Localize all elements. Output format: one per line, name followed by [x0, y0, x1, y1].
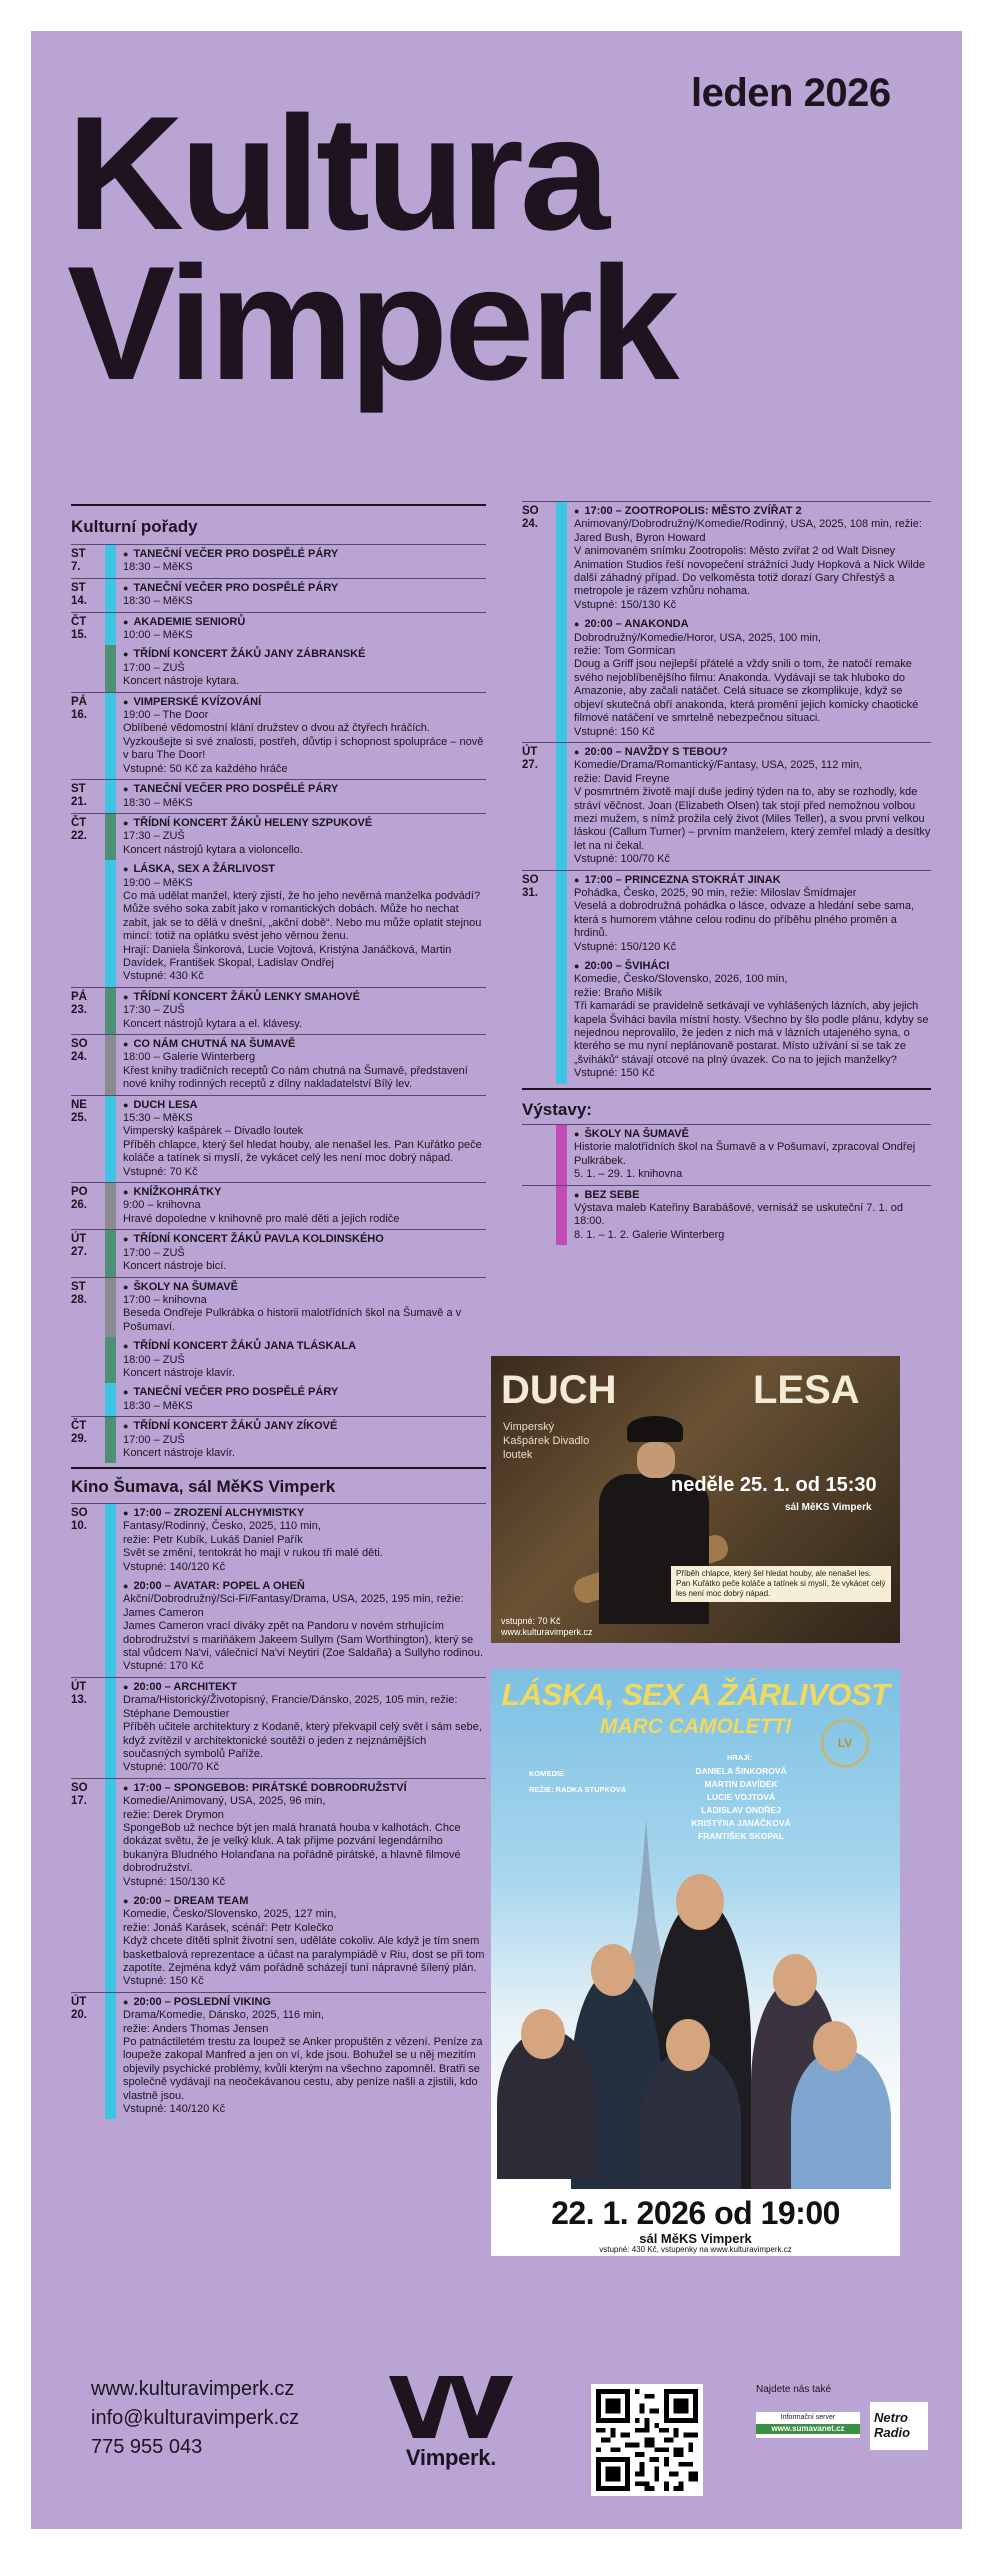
event-date — [71, 860, 105, 987]
event-title: ● DUCH LESA — [123, 1099, 486, 1112]
category-bar — [105, 1035, 116, 1095]
event-detail: Vstupné: 150/130 Kč — [574, 598, 677, 611]
event-body — [116, 1892, 486, 1992]
divider — [71, 504, 486, 506]
event-date: ST 7. — [71, 548, 86, 573]
poster-price: vstupné: 70 Kč — [501, 1616, 561, 1626]
email-link[interactable]: info@kulturavimperk.cz — [91, 2407, 300, 2429]
event-date — [71, 645, 105, 691]
category-bar — [556, 871, 567, 957]
event-detail: Doug a Griff jsou nejlepší přátelé a vždy snili o tom, že natočí remake svého nejoblíbenějšího filmu: Anakonda. Vydávají se tak hluboko do Amazonie, aby začali natáčet. Celá situace se zkomplikuje, když se objeví skutečná obří anakonda, která promění jejich komicky chaotické filmové natáčení ve smrtelně nebezpečnou situaci. — [574, 658, 919, 725]
event-item — [71, 1229, 486, 1276]
event-body — [116, 1993, 486, 2120]
event-detail: režie: Derek Drymon — [123, 1808, 224, 1821]
category-bar — [556, 615, 567, 742]
event-title: ● CO NÁM CHUTNÁ NA ŠUMAVĚ — [123, 1038, 486, 1051]
event-title: ● 20:00 – ANAKONDA — [574, 618, 931, 631]
event-detail: režie: Tom Gormican — [574, 645, 676, 658]
event-body — [567, 1186, 931, 1246]
category-bar — [105, 579, 116, 612]
category-bar — [105, 1678, 116, 1778]
category-bar — [105, 1278, 116, 1338]
event-date: SO 24. — [71, 1038, 88, 1063]
title-line-2: Vimperk — [67, 233, 676, 414]
event-body — [116, 1504, 486, 1577]
event-detail: 10:00 – MěKS — [123, 629, 193, 642]
event-date: SO 31. — [522, 873, 539, 899]
event-detail: Komedie, Česko/Slovensko, 2025, 127 min, — [123, 1908, 337, 1921]
category-bar — [556, 502, 567, 615]
event-detail: 17:00 – ZUŠ — [123, 1246, 185, 1259]
culture-section-title: Kulturní pořady — [71, 517, 198, 536]
poster-genre: KOMEDIE — [529, 1769, 565, 1778]
category-bar — [105, 1230, 116, 1276]
event-detail: Vstupné: 150 Kč — [574, 725, 655, 738]
event-detail: Vstupné: 430 Kč — [123, 970, 204, 983]
event-title: ● TŘÍDNÍ KONCERT ŽÁKŮ PAVLA KOLDINSKÉHO — [123, 1233, 486, 1246]
category-bar — [105, 1577, 116, 1677]
actor-face — [773, 1954, 817, 2006]
event-detail: Vstupné: 170 Kč — [123, 1660, 204, 1673]
netro-radio-logo[interactable]: Netro Radio — [870, 2402, 928, 2450]
event-title: ● TŘÍDNÍ KONCERT ŽÁKŮ JANY ZÍKOVÉ — [123, 1420, 486, 1433]
event-detail: režie: David Freyne — [574, 772, 670, 785]
event-item — [71, 860, 486, 987]
event-detail: Vstupné: 100/70 Kč — [574, 853, 671, 866]
event-date — [71, 1577, 105, 1677]
event-detail: Hravé dopoledne v knihovně pro malé děti a jejich rodiče — [123, 1212, 400, 1225]
event-detail: Vstupné: 70 Kč — [123, 1165, 198, 1178]
actor-face — [813, 2021, 857, 2071]
event-detail: Vstupné: 150 Kč — [123, 1975, 204, 1988]
event-detail: Vstupné: 100/70 Kč — [123, 1761, 220, 1774]
event-body — [116, 579, 486, 612]
category-bar — [556, 1125, 567, 1185]
actor-face — [521, 2009, 565, 2059]
event-item — [71, 1416, 486, 1463]
event-title: ● 20:00 – AVATAR: POPEL A OHEŇ — [123, 1580, 486, 1593]
event-date — [522, 957, 556, 1084]
event-item — [71, 1577, 486, 1677]
event-item — [522, 870, 931, 957]
category-bar — [105, 1096, 116, 1182]
partners-block — [750, 2384, 930, 2440]
event-body — [116, 613, 486, 646]
event-item — [71, 813, 486, 860]
event-body — [116, 1417, 486, 1463]
event-date: ST 28. — [71, 1280, 87, 1306]
category-bar — [105, 645, 116, 691]
event-date: NE 25. — [71, 1098, 87, 1124]
category-bar — [105, 860, 116, 987]
category-bar — [105, 1383, 116, 1416]
event-detail: Vstupné: 140/120 Kč — [123, 1560, 226, 1573]
event-detail: Koncert nástroje kytara. — [123, 675, 240, 688]
event-detail: Vstupné: 140/120 Kč — [123, 2103, 226, 2116]
event-date: ČT 22. — [71, 816, 87, 842]
contact-block — [91, 2375, 299, 2462]
puppeteer-face — [637, 1442, 675, 1478]
event-date — [522, 1186, 556, 1246]
event-body — [116, 1096, 486, 1182]
event-detail: Hrají: Daniela Šinkorová, Lucie Vojtová, Kristýna Janáčková, Martin Davídek, František Skopal, Ladislav Ondřej — [123, 943, 452, 969]
title-line-1: Kultura — [67, 83, 606, 264]
event-body — [116, 1337, 486, 1383]
event-body — [116, 814, 486, 860]
event-date — [522, 1125, 556, 1185]
event-item — [522, 957, 931, 1084]
event-date — [71, 1383, 105, 1416]
event-detail: Vstupné: 150 Kč — [574, 1067, 655, 1080]
event-title: ● TŘÍDNÍ KONCERT ŽÁKŮ HELENY SZPUKOVÉ — [123, 817, 486, 830]
event-item — [522, 742, 931, 870]
category-bar — [105, 613, 116, 646]
event-date: ÚT 20. — [71, 1995, 87, 2021]
qr-code-icon[interactable] — [591, 2384, 703, 2496]
category-bar — [105, 1504, 116, 1577]
poster-cast-label: HRAJÍ: — [727, 1753, 753, 1762]
event-detail: Komedie/Drama/Romantický/Fantasy, USA, 2025, 112 min, — [574, 759, 863, 772]
poster-date: 22. 1. 2026 od 19:00 — [551, 2195, 840, 2231]
event-date: PÁ 23. — [71, 990, 87, 1016]
event-detail: režie: Jonáš Karásek, scénář: Petr Kolečko — [123, 1921, 334, 1934]
event-detail: 18:30 – MěKS — [123, 1399, 193, 1412]
event-item — [71, 645, 486, 691]
event-detail: Vstupné: 50 Kč za každého hráče — [123, 762, 288, 775]
event-detail: Oblíbené vědomostní klání družstev o dvou až čtyřech hráčích. Vyzkoušejte si své znalosti, postřeh, důvtip i schopnost spolupráce – nově v baru The Door! — [123, 722, 484, 762]
event-detail: Historie malotřídních škol na Šumavě a v Pošumaví, zpracoval Ondřej Pulkrábek. — [574, 1141, 916, 1167]
event-title: ● TŘÍDNÍ KONCERT ŽÁKŮ LENKY SMAHOVÉ — [123, 991, 486, 1004]
event-date — [522, 615, 556, 742]
poster-director: REŽIE: RADKA STUPKOVÁ — [529, 1785, 627, 1794]
event-body — [116, 545, 486, 578]
event-detail: 18:30 – MěKS — [123, 796, 193, 809]
event-detail: 17:00 – knihovna — [123, 1293, 207, 1306]
event-title: ● 20:00 – DREAM TEAM — [123, 1895, 486, 1908]
event-detail: Když chcete dítěti splnit životní sen, uděláte cokoliv. Ale když je tím snem basketbalová reprezentace a účast na paralympiádě v Riu, dost se při tom zapotíte. Zejména když vám pořádně scházejí tuní nápravné šílený plán. — [123, 1935, 485, 1974]
event-date — [71, 1892, 105, 1992]
event-title: ● KNÍŽKOHRÁTKY — [123, 1186, 486, 1199]
event-title: ● LÁSKA, SEX A ŽÁRLIVOST — [123, 863, 486, 876]
event-body — [116, 693, 486, 779]
event-detail: SpongeBob už nechce být jen malá hranatá houba v kalhotách. Chce dokázat světu, že je velký kluk. A tak přijme pozvání legendárního bukanýra Bludného Holanďana na pořádně pirátské, a hlavně filmové dobrodružství. — [123, 1821, 461, 1875]
event-detail: James Cameron vrací diváky zpět na Pandoru v novém strhujícím dobrodružství s mariňákem Jakeem Sullym (Sam Worthington), který se stal vůdcem Na'vi, válečnicí Na'vi Neytiri (Zoe Saldaña) a Sullyho rodinou. — [123, 1620, 484, 1660]
event-detail: Drama/Historický/Životopisný, Francie/Dánsko, 2025, 105 min, režie: Stéphane Demoustier — [123, 1694, 458, 1720]
event-body — [116, 1577, 486, 1677]
event-detail: 18:30 – MěKS — [123, 595, 193, 608]
event-detail: Koncert nástroje klavír. — [123, 1446, 235, 1459]
event-item — [71, 1383, 486, 1416]
event-detail: Svět se změní, tentokrát ho mají v rukou tři malé děti. — [123, 1547, 383, 1560]
event-detail: režie: Petr Kubík, Lukáš Daniel Pařík — [123, 1533, 303, 1546]
event-body — [567, 743, 931, 870]
event-title: ● ŠKOLY NA ŠUMAVĚ — [574, 1128, 931, 1141]
category-bar — [105, 1779, 116, 1892]
event-item — [71, 1503, 486, 1577]
event-title: ● TŘÍDNÍ KONCERT ŽÁKŮ JANY ZÁBRANSKÉ — [123, 648, 486, 661]
event-detail: Příběh učitele architektury z Kodaně, který překvapil celý svět i sám sebe, když zvítězil v architektonické soutěži o jeden z nejznámějších současných symbolů Paříže. — [123, 1721, 482, 1760]
category-bar — [105, 1892, 116, 1992]
event-title: ● TANEČNÍ VEČER PRO DOSPĚLÉ PÁRY — [123, 548, 486, 561]
event-detail: Vstupné: 150/120 Kč — [574, 940, 677, 953]
event-detail: Vstupné: 150/130 Kč — [123, 1875, 226, 1888]
event-body — [567, 1125, 931, 1185]
poster-web[interactable]: www.kulturavimperk.cz — [501, 1627, 593, 1637]
poster-title: LÁSKA, SEX A ŽÁRLIVOST — [501, 1677, 890, 1712]
event-date: ÚT 27. — [71, 1233, 87, 1259]
event-item — [71, 692, 486, 779]
event-date: PO 26. — [71, 1186, 88, 1212]
exhibitions-list — [522, 1124, 931, 1245]
event-detail: 5. 1. – 29. 1. knihovna — [574, 1168, 683, 1181]
event-detail: Po patnáctiletém trestu za loupež se Anker propuštěn z vězení. Peníze za loupeže zakopal Manfred a jen on ví, kde jsou. Bohužel se u něj mezitím objevily psychické problémy, kvůli kterým na všechno zapomněl. Bratři se společně vydávají na neočekávanou cestu, aby peníze našli a zjistili, kdo vlastně jsou. — [123, 2036, 483, 2102]
event-detail: 18:00 – Galerie Winterberg — [123, 1051, 256, 1064]
event-detail: 9:00 – knihovna — [123, 1199, 201, 1212]
poster-description: Příběh chlapce, který šel hledat houby, ale nenašel les. Pan Kuřátko peče koláče a tatínek si myslí, že vykácet celý les není moc dobrý nápad. — [671, 1566, 891, 1602]
event-detail: 8. 1. – 1. 2. Galerie Winterberg — [574, 1228, 725, 1241]
category-bar — [105, 988, 116, 1034]
category-bar — [105, 1993, 116, 2120]
event-item — [71, 987, 486, 1034]
category-bar — [105, 545, 116, 578]
event-item — [71, 1677, 486, 1778]
event-detail: Koncert nástroje klavír. — [123, 1366, 235, 1379]
event-title: ● 17:00 – PRINCEZNA STOKRÁT JINAK — [574, 874, 931, 887]
event-date: SO 10. — [71, 1507, 88, 1532]
event-item — [71, 544, 486, 578]
actor-face — [676, 1874, 724, 1930]
event-item — [71, 578, 486, 612]
laska-poster[interactable] — [491, 1669, 900, 2256]
category-bar — [105, 780, 116, 813]
event-title: ● 20:00 – ŠVIHÁCI — [574, 960, 931, 973]
poster-title-right: LESA — [753, 1368, 860, 1412]
event-title: ● 17:00 – ZOOTROPOLIS: MĚSTO ZVÍŘAT 2 — [574, 505, 931, 518]
event-body — [116, 860, 486, 987]
event-item — [71, 612, 486, 646]
event-title: ● 20:00 – POSLEDNÍ VIKING — [123, 1996, 486, 2009]
event-title: ● VIMPERSKÉ KVÍZOVÁNÍ — [123, 696, 486, 709]
event-item — [71, 1778, 486, 1892]
event-title: ● ŠKOLY NA ŠUMAVĚ — [123, 1281, 486, 1294]
event-item — [71, 779, 486, 813]
cinema-section-title: Kino Šumava, sál MěKS Vimperk — [71, 1477, 336, 1496]
event-body — [116, 780, 486, 813]
event-body — [567, 615, 931, 742]
event-detail: Křest knihy tradičních receptů Co nám chutná na Šumavě, představení nové knihy rodinných receptů z dílny nakladatelství Bílý lev. — [123, 1064, 468, 1091]
event-detail: 18:30 – MěKS — [123, 561, 193, 574]
event-item — [71, 1337, 486, 1383]
event-body — [116, 1183, 486, 1229]
event-detail: Fantasy/Rodinný, Česko, 2025, 110 min, — [123, 1520, 321, 1533]
culture-list — [71, 544, 486, 1463]
month-label: leden 2026 — [691, 71, 891, 115]
event-body — [567, 957, 931, 1084]
poster-venue: sál MěKS Vimperk — [639, 2231, 752, 2246]
actor-face — [591, 1944, 635, 1996]
sumavanet-logo[interactable]: Informační server www.sumavanet.cz — [756, 2412, 860, 2438]
event-title: ● AKADEMIE SENIORŮ — [123, 616, 486, 629]
event-date: ST 14. — [71, 581, 87, 607]
event-detail: Akční/Dobrodružný/Sci-Fi/Fantasy/Drama, USA, 2025, 195 min, režie: James Cameron — [123, 1593, 464, 1619]
event-item — [71, 1034, 486, 1095]
logo-label: Vimperk. — [405, 2445, 497, 2470]
event-detail: Výstava maleb Kateřiny Barabášové, vernisáž se uskuteční 7. 1. od 18:00. — [574, 1202, 903, 1228]
event-detail: 18:00 – ZUŠ — [123, 1353, 185, 1366]
event-item — [522, 1185, 931, 1246]
page-title — [67, 83, 676, 414]
poster-datetime: neděle 25. 1. od 15:30 — [671, 1474, 877, 1496]
event-date: ČT 29. — [71, 1420, 87, 1446]
event-detail: 17:00 – ZUŠ — [123, 661, 185, 674]
event-detail: Dobrodružný/Komedie/Horor, USA, 2025, 100 min, — [574, 631, 822, 644]
website-link[interactable]: www.kulturavimperk.cz — [91, 2378, 295, 2400]
event-date: ST 21. — [71, 783, 87, 809]
poster-author: MARC CAMOLETTI — [599, 1715, 792, 1738]
cinema-list-right — [522, 501, 931, 1084]
event-item — [522, 501, 931, 615]
actor-face — [666, 2019, 710, 2071]
event-item — [71, 1277, 486, 1338]
event-detail: Koncert nástroje bicí. — [123, 1260, 227, 1273]
category-bar — [105, 1337, 116, 1383]
event-detail: Animovaný/Dobrodružný/Komedie/Rodinný, USA, 2025, 108 min, režie: Jared Bush, Byron Howard — [574, 518, 922, 544]
phone-number[interactable]: 775 955 043 — [91, 2436, 203, 2458]
event-title: ● TANEČNÍ VEČER PRO DOSPĚLÉ PÁRY — [123, 783, 486, 796]
event-body — [116, 1035, 486, 1095]
event-title: ● TANEČNÍ VEČER PRO DOSPĚLÉ PÁRY — [123, 1386, 486, 1399]
category-bar — [556, 957, 567, 1084]
category-bar — [105, 1183, 116, 1229]
poster-organizer: Vimperský Kašpárek Divadlo loutek — [503, 1421, 590, 1461]
event-body — [116, 988, 486, 1034]
exhibitions-section-title: Výstavy: — [522, 1100, 592, 1119]
event-date: ČT 15. — [71, 615, 87, 641]
event-detail: 17:00 – ZUŠ — [123, 1433, 185, 1446]
poster-cast: DANIELA ŠINKOROVÁ MARTIN DAVÍDEK LUCIE VOJTOVÁ LADISLAV ONDŘEJ KRISTÝNA JANÁČKOVÁ FRANTIŠEK SKOPAL — [691, 1766, 791, 1841]
event-detail: 19:00 – MěKS — [123, 876, 193, 889]
event-item — [71, 1182, 486, 1229]
event-title: ● BEZ SEBE — [574, 1189, 931, 1202]
event-body — [116, 1678, 486, 1778]
event-date: SO 24. — [522, 505, 539, 530]
event-body — [116, 1278, 486, 1338]
event-body — [116, 645, 486, 691]
event-date: ÚT 13. — [71, 1680, 87, 1706]
poster-info: vstupné: 430 Kč, vstupenky na www.kulturavimperk.cz — [599, 2245, 792, 2254]
event-detail: Koncert nástrojů kytara a el. klávesy. — [123, 1017, 302, 1030]
duch-lesa-poster[interactable] — [491, 1356, 900, 1643]
event-body — [116, 1779, 486, 1892]
event-date — [71, 1337, 105, 1383]
event-detail: Koncert nástrojů kytara a violoncello. — [123, 843, 303, 856]
event-body — [567, 502, 931, 615]
category-bar — [556, 1186, 567, 1246]
event-title: ● 20:00 – ARCHITEKT — [123, 1681, 486, 1694]
event-title: ● 17:00 – ZROZENÍ ALCHYMISTKY — [123, 1507, 486, 1520]
event-title: ● 17:00 – SPONGEBOB: PIRÁTSKÉ DOBRODRUŽSTVÍ — [123, 1782, 486, 1795]
vimperk-logo — [389, 2376, 513, 2471]
event-title: ● TŘÍDNÍ KONCERT ŽÁKŮ JANA TLÁSKALA — [123, 1340, 486, 1353]
event-title: ● TANEČNÍ VEČER PRO DOSPĚLÉ PÁRY — [123, 582, 486, 595]
category-bar — [105, 814, 116, 860]
badge-icon: LV — [821, 1719, 869, 1767]
event-item — [71, 1892, 486, 1992]
divider — [71, 1467, 486, 1469]
event-detail: 17:30 – ZUŠ — [123, 1004, 185, 1017]
event-item — [71, 1095, 486, 1182]
event-detail: Veselá a dobrodružná pohádka o lásce, odvaze a hledání sebe sama, která s humorem vtáhne celou rodinu do příběhu plného proměn a hrdinů. — [574, 900, 915, 940]
event-detail: Tři kamarádi se pravidelně setkávají ve vyhlášených lázních, aby jejich kapela Šviháci bavila místní hosty. Všechno by šlo podle plánu, kdyby se nejednou neprovalilo, že jeden z nich má v lázních utajeného syna, o kterého se mu nyní neplánovaně postarat. Místo užívání si se tak ze „šviháků“ stávají otcové na plný úvazek. Co na to jejich manželky? — [574, 1000, 929, 1066]
event-body — [116, 1383, 486, 1416]
event-date: ÚT 27. — [522, 745, 538, 771]
event-item — [522, 1124, 931, 1185]
event-title: ● 20:00 – NAVŽDY S TEBOU? — [574, 746, 931, 759]
vimperk-logo-icon — [389, 2376, 513, 2438]
event-body — [116, 1230, 486, 1276]
event-body — [567, 871, 931, 957]
event-date: PÁ 16. — [71, 695, 87, 721]
event-detail: režie: Anders Thomas Jensen — [123, 2022, 269, 2035]
event-detail: Drama/Komedie, Dánsko, 2025, 116 min, — [123, 2009, 324, 2022]
event-detail: 15:30 – MěKS — [123, 1112, 193, 1125]
event-item — [71, 1992, 486, 2120]
cinema-list — [71, 1503, 486, 2119]
event-detail: Co má udělat manžel, který zjistí, že ho jeho nevěrná manželka podvádí? Může svého soka zabít jako v romantických dobách. Může ho nechat zabít, jak se to dělá v dnešní, „akční době“. Nebo mu může oplatit stejnou mincí: totiž na oplátku svést jeho věrnou ženu. — [123, 889, 482, 943]
hat-icon — [627, 1416, 683, 1442]
event-item — [522, 615, 931, 742]
category-bar — [556, 743, 567, 870]
event-detail: režie: Braňo Mišík — [574, 986, 663, 999]
category-bar — [105, 1417, 116, 1463]
event-detail: Příběh chlapce, který šel hledat houby, ale nenašel les. Pan Kuřátko peče koláče a tatínek si myslí, že vykácet celý les není moc dobrý nápad. — [123, 1138, 482, 1165]
category-bar — [105, 693, 116, 779]
partners-label: Najdete nás také — [756, 2384, 832, 2395]
event-detail: 17:30 – ZUŠ — [123, 830, 185, 843]
event-detail: 19:00 – The Door — [123, 709, 209, 722]
event-date: SO 17. — [71, 1781, 88, 1807]
event-detail: Pohádka, Česko, 2025, 90 min, režie: Miloslav Šmídmajer — [574, 886, 857, 899]
event-detail: Komedie, Česko/Slovensko, 2026, 100 min, — [574, 973, 788, 986]
poster-venue: sál MěKS Vimperk — [785, 1502, 872, 1513]
event-detail: Beseda Ondřeje Pulkrábka o historii malotřídních škol na Šumavě a v Pošumaví. — [123, 1307, 462, 1333]
event-detail: V posmrtném životě mají duše jediný týden na to, aby se rozhodly, kde stráví věčnost. Joan (Elizabeth Olsen) tak stojí před nemožnou volbou mezi mužem, s nímž prožila celý život (Miles Teller), a svou první velkou láskou (Callum Turner) – prvním manželem, který zemřel mladý a desítky let na ni čekal. — [574, 786, 931, 852]
divider — [522, 1088, 931, 1090]
poster-title-left: DUCH — [501, 1368, 617, 1412]
event-detail: Vimperský kašpárek – Divadlo loutek — [123, 1125, 304, 1138]
event-detail: Komedie/Animovaný, USA, 2025, 96 min, — [123, 1795, 326, 1808]
poster — [31, 31, 962, 2529]
event-detail: V animovaném snímku Zootropolis: Město zvířat 2 od Walt Disney Animation Studios řeší novopečení strážníci Judy Hopková a Nick Wilde další záhadný případ. Do velkoměsta totiž dorazí Gary Chřestýš a metropole je rázem vzhůru nohama. — [574, 545, 925, 598]
